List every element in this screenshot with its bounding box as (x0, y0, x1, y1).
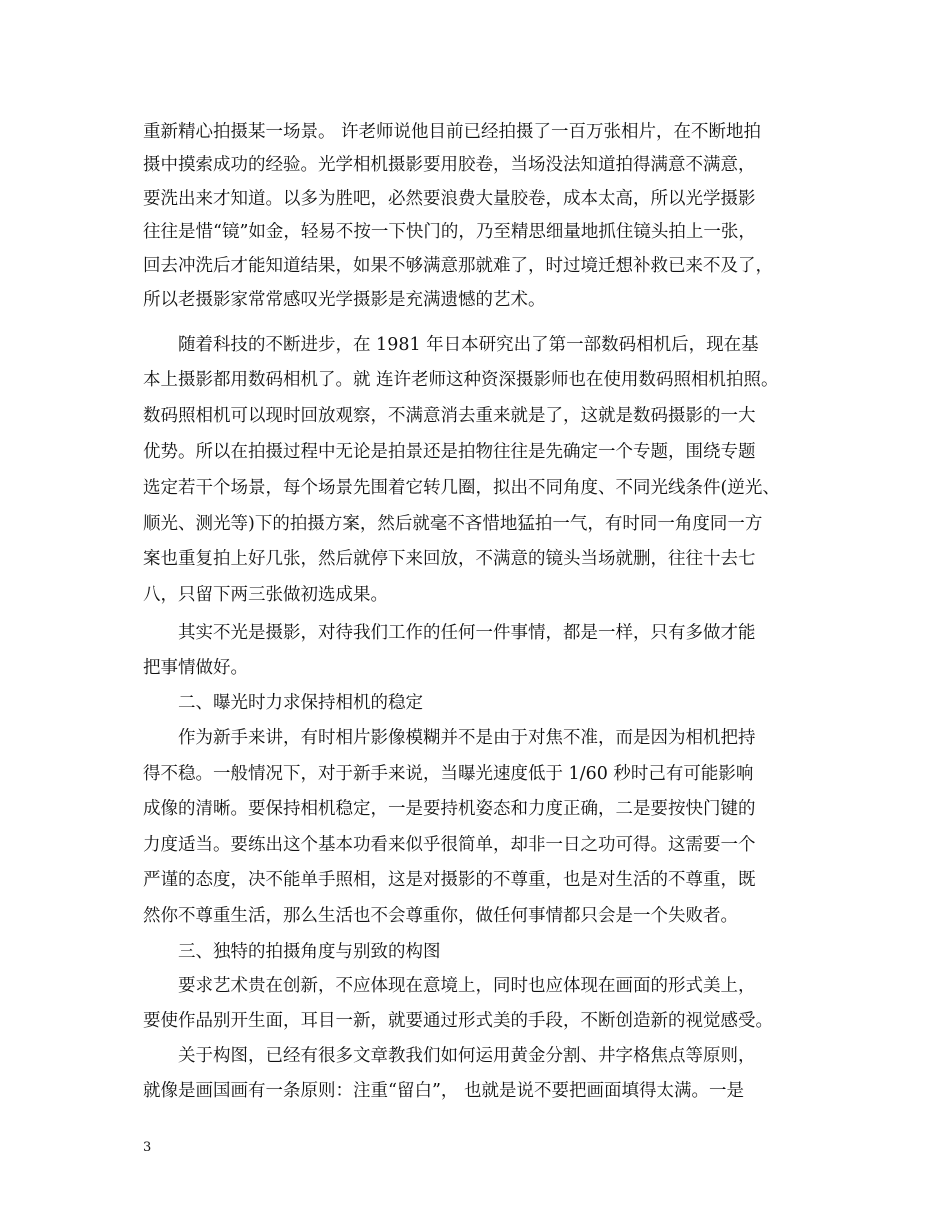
text-line: 就像是画国画有一条原则：注重“留白”， 也就是说不要把画面填得太满。一是 (143, 1081, 744, 1101)
text-line: 力度适当。要练出这个基本功看来似乎很简单，却非一日之功可得。这需要一个 (143, 835, 756, 855)
text-line: 要使作品别开生面，耳目一新，就要通过形式美的手段，不断创造新的视觉感受。 (143, 1011, 773, 1031)
text-line: 其实不光是摄影，对待我们工作的任何一件事情，都是一样，只有多做才能 (178, 623, 756, 643)
text-line: 往往是惜“镜”如金，轻易不按一下快门的，乃至精思细量地抓住镜头拍上一张， (143, 222, 756, 242)
text-line: 随着科技的不断进步，在 1981 年日本研究出了第一部数码相机后，现在基 (178, 335, 759, 355)
text-line: 本上摄影都用数码相机了。就 连许老师这种资深摄影师也在使用数码照相机拍照。 (143, 370, 779, 390)
page-number: 3 (143, 1140, 152, 1155)
text-line: 所以老摄影家常常感叹光学摄影是充满遗憾的艺术。 (143, 290, 546, 310)
text-line: 要求艺术贵在创新，不应体现在意境上，同时也应体现在画面的形式美上， (178, 976, 756, 996)
text-line: 要洗出来才知道。以多为胜吧，必然要浪费大量胶卷，成本太高，所以光学摄影 (143, 189, 756, 209)
text-line: 然你不尊重生活，那么生活也不会尊重你，做任何事情都只会是一个失败者。 (143, 906, 738, 926)
text-line: 优势。所以在拍摄过程中无论是拍景还是拍物往往是先确定一个专题，围绕专题 (143, 442, 756, 462)
text-line: 顺光、测光等)下的拍摄方案，然后就毫不吝惜地猛拍一气，有时同一角度同一方 (143, 514, 763, 534)
text-line: 作为新手来讲，有时相片影像模糊并不是由于对焦不准，而是因为相机把持 (178, 728, 756, 748)
text-line: 重新精心拍摄某一场景。 许老师说他目前已经拍摄了一百万张相片，在不断地拍 (143, 122, 762, 142)
section-heading: 三、独特的拍摄角度与别致的构图 (178, 942, 441, 962)
text-line: 八，只留下两三张做初选成果。 (143, 585, 388, 605)
text-line: 成像的清晰。要保持相机稳定，一是要持机姿态和力度正确，二是要按快门键的 (143, 799, 756, 819)
text-line: 关于构图，已经有很多文章教我们如何运用黄金分割、井字格焦点等原则， (178, 1046, 756, 1066)
section-heading: 二、曝光时力求保持相机的稳定 (178, 693, 423, 713)
text-line: 把事情做好。 (143, 658, 248, 678)
text-line: 严谨的态度，决不能单手照相，这是对摄影的不尊重，也是对生活的不尊重，既 (143, 870, 756, 890)
text-line: 回去冲洗后才能知道结果，如果不够满意那就难了，时过境迁想补救已来不及了， (143, 256, 773, 276)
text-line: 得不稳。一般情况下，对于新手来说，当曝光速度低于 1/60 秒时己有可能影响 (143, 764, 754, 784)
text-line: 选定若干个场景，每个场景先围着它转几圈，拟出不同角度、不同光线条件(逆光、 (143, 478, 780, 498)
text-line: 数码照相机可以现时回放观察，不满意消去重来就是了，这就是数码摄影的一大 (143, 406, 756, 426)
text-line: 案也重复拍上好几张，然后就停下来回放，不满意的镜头当场就删，往往十去七 (143, 549, 756, 569)
text-line: 摄中摸索成功的经验。光学相机摄影要用胶卷，当场没法知道拍得满意不满意， (143, 155, 756, 175)
